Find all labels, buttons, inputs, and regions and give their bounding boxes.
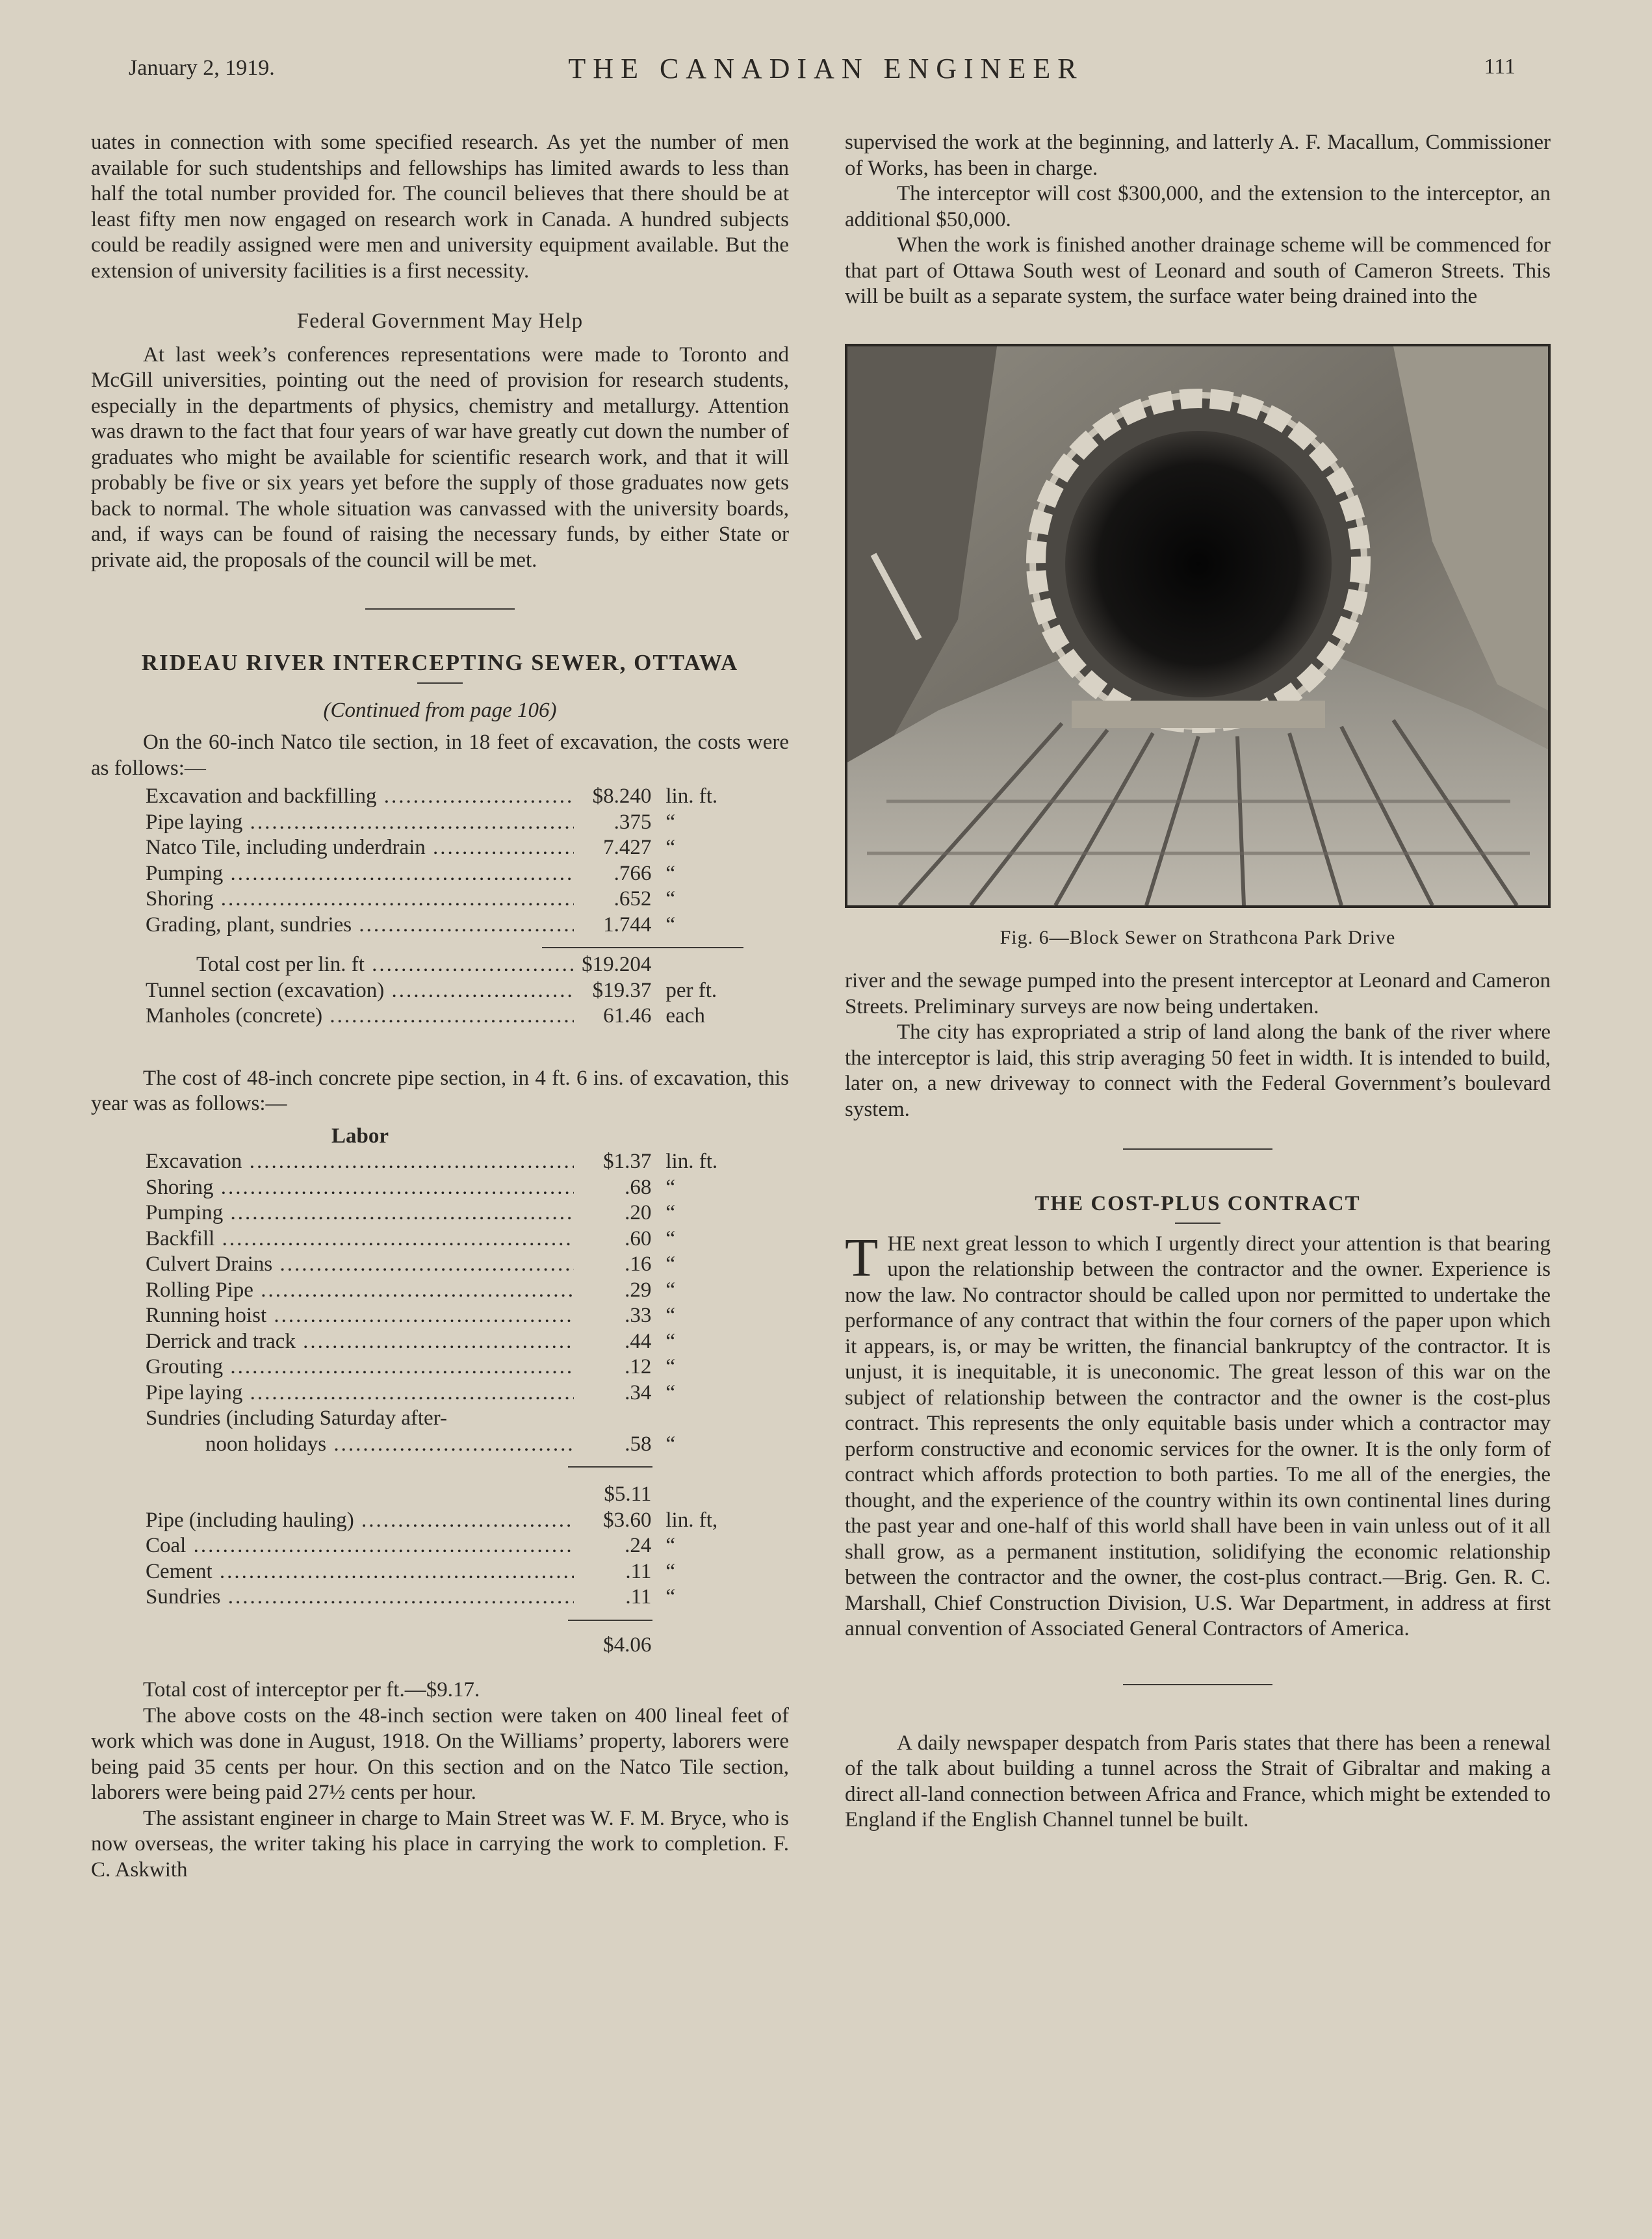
page-number: 111 [1484, 55, 1516, 79]
table-row [146, 835, 789, 861]
row-amount: 7.427 [603, 836, 652, 859]
subtotal-rule [568, 1620, 652, 1621]
row-unit: “ [665, 1304, 676, 1327]
row-amount: .58 [625, 1432, 652, 1456]
row-label: Backfill ..... [146, 1226, 574, 1252]
table-row [146, 1380, 789, 1406]
labor-subtotal-row [146, 1482, 789, 1508]
right-column [845, 130, 1551, 1833]
issue-date: January 2, 1919. [129, 56, 275, 80]
table-row [146, 1003, 789, 1029]
sewer-photograph [845, 344, 1551, 908]
row-unit: lin. ft, [665, 1508, 718, 1532]
row-unit: “ [665, 1585, 676, 1609]
running-head [0, 52, 1652, 91]
row-amount: $3.60 [603, 1508, 652, 1532]
cost-paragraph: The interceptor will cost $300,000, and the extension to the interceptor, an additional $50,000. [845, 182, 1551, 231]
table-row [146, 1200, 789, 1226]
row-label: Running hoist ..... [146, 1303, 574, 1329]
row-unit: “ [665, 1432, 676, 1456]
row-unit: “ [665, 1252, 676, 1276]
title-underline [1175, 1223, 1220, 1224]
row-amount: $4.06 [603, 1633, 652, 1657]
row-unit: “ [665, 810, 676, 834]
row-label: Pipe laying ..... [146, 1380, 574, 1406]
subtotal-rule [568, 1466, 652, 1468]
table-row [146, 1175, 789, 1201]
row-unit: “ [665, 1534, 676, 1557]
table-row [146, 1354, 789, 1380]
row-label: Total cost per lin. ft ..... [146, 952, 574, 978]
row-amount: .33 [625, 1304, 652, 1327]
row-label: Excavation and backfilling ..... [146, 784, 574, 810]
row-label: Manholes (concrete) ..... [146, 1003, 574, 1029]
subheading-federal-government: Federal Government May Help [296, 309, 584, 333]
research-paragraph-2: At last week’s conferences representations were made to Toronto and McGill universities, pointing out the need of provision for research students, especially in the departments of physics, chemistry and metallurgy. Attention was drawn to the fact that four years of war have greatly cut down the number of graduates who might be available for scientific research work, and that it will probably be five or six years yet before the supply of those graduates now gets back to normal. The whole situation was canvassed with the university boards, and, if ways can be found of raising the necessary funds, by either State or private aid, the proposals of the council will be met. [91, 343, 789, 572]
row-unit: “ [665, 1329, 676, 1353]
research-paragraph-1: uates in connection with some specified research. As yet the number of men available for such studentships and fellowships has limited awards to less than half the total number provided for. The council believes that there should be at least fifty men now engaged on research work in Canada. A hundred subjects could be readily assigned were men and university equipment available. But the extension of university facilities is a first necessity. [91, 131, 789, 283]
subtotal-rule [542, 947, 743, 948]
row-unit: lin. ft. [665, 1150, 718, 1173]
row-label: Tunnel section (excavation) ..... [146, 978, 574, 1004]
row-label: Excavation ..... [146, 1149, 574, 1175]
row-amount: $19.37 [592, 978, 652, 1002]
row-amount: $5.11 [604, 1482, 652, 1506]
table-row [146, 1252, 789, 1278]
table-row [146, 1303, 789, 1329]
gibraltar-paragraph: A daily newspaper despatch from Paris states that there has been a renewal of the talk about building a tunnel across the Strait of Gibraltar and making a direct all-land connection between Africa and France, which might be extended to England if the English Channel tunnel be built. [845, 1731, 1551, 1831]
table-row [146, 1149, 789, 1175]
table-row [146, 784, 789, 810]
row-label: Coal ..... [146, 1533, 574, 1559]
table-row [146, 1329, 789, 1355]
row-label: Cement ..... [146, 1559, 574, 1585]
engineer-paragraph: The assistant engineer in charge to Main Street was W. F. M. Bryce, who is now overseas, the writer taking his place in carrying the work to completion. F. C. Askwith [91, 1806, 789, 1882]
section-divider [365, 608, 515, 610]
row-amount: .766 [613, 861, 652, 885]
cost-plus-paragraph [845, 1227, 1551, 1642]
row-amount: .375 [613, 810, 652, 834]
table-row [146, 1533, 789, 1559]
table-row [146, 887, 789, 912]
continued-note: (Continued from page 106) [323, 698, 557, 722]
row-unit: “ [665, 1278, 676, 1302]
row-amount: .68 [625, 1175, 652, 1199]
row-unit: “ [665, 1175, 676, 1199]
row-unit: “ [665, 836, 676, 859]
row-unit: each [665, 1004, 705, 1028]
title-underline [417, 682, 463, 684]
drop-cap: T [845, 1227, 879, 1288]
table-row [146, 1508, 789, 1534]
row-amount: .11 [625, 1559, 652, 1583]
row-unit: “ [665, 912, 676, 937]
materials-subtotal-row [146, 1633, 789, 1659]
interceptor-total: Total cost of interceptor per ft.—$9.17. [143, 1678, 480, 1702]
concrete-cost-table [146, 1124, 789, 1659]
row-unit: “ [665, 1559, 676, 1583]
row-label: noon holidays ..... [146, 1432, 574, 1458]
cost-plus-text: HE next great lesson to which I urgently direct your attention is that bearing upon the relationship between the contractor and the owner. Experience is now the law. No contractor should be called upon nor permitted to undertake the performance of any contract that within the four corners of the paper upon which it appears, is, or may be written, the financial bankruptcy of the contractor. It is unjust, it is inequitable, it is uneconomic. The great lesson of this war on the subject of relationship between the contractor and the owner is the cost-plus contract. This represents the only equitable basis under which a contractor may perform constructive and economic services for the owner. It is the only form of contract which affords protection to both parties. To me all of the energies, the thought, and the experience of the country within its own continental lines during the past year and one-half of this world shall have been in vain unless out of it all shall grow, as a permanent institution, solidifying the economic relationship between the contractor and the owner, the cost-plus contract.—Brig. Gen. R. C. Marshall, Chief Construction Division, U.S. War Department, in address at first annual convention of Associated General Contractors of America. [845, 1232, 1551, 1640]
row-unit: lin. ft. [665, 784, 718, 808]
row-amount: .11 [625, 1585, 652, 1609]
row-amount: .60 [625, 1226, 652, 1250]
row-label: Pipe (including hauling) ..... [146, 1508, 574, 1534]
section-divider [1123, 1148, 1272, 1150]
row-unit: “ [665, 861, 676, 885]
labor-heading: Labor [331, 1124, 389, 1148]
row-unit: per ft. [665, 978, 717, 1002]
table-row [146, 810, 789, 836]
drainage-paragraph: When the work is finished another drainage scheme will be commenced for that part of Ottawa South west of Leonard and south of Cameron Streets. This will be built as a separate system, the surface water being drained into the [845, 233, 1551, 308]
row-label: Culvert Drains ..... [146, 1252, 574, 1278]
row-unit: “ [665, 887, 676, 911]
figure-caption: Fig. 6—Block Sewer on Strathcona Park Drive [1000, 926, 1396, 948]
table-row [146, 1432, 789, 1458]
table-row [146, 912, 789, 938]
row-unit: “ [665, 1355, 676, 1378]
row-label: Pumping ..... [146, 861, 574, 887]
row-label: Pumping ..... [146, 1200, 574, 1226]
row-unit: “ [665, 1226, 676, 1250]
row-amount: .12 [625, 1355, 652, 1378]
row-label: Natco Tile, including underdrain ..... [146, 835, 574, 861]
table-row [146, 1278, 789, 1304]
row-amount: 61.46 [603, 1004, 652, 1028]
section-divider [1123, 1684, 1272, 1685]
row-amount: $8.240 [592, 784, 652, 808]
row-amount: .44 [625, 1329, 652, 1353]
table-row-total [146, 952, 789, 978]
costs-paragraph: The above costs on the 48-inch section were taken on 400 lineal feet of work which was done in August, 1918. On the Williams’ property, laborers were being paid 35 cents per hour. On this section and on the Natco Tile section, laborers were being paid 27½ cents per hour. [91, 1703, 789, 1804]
row-label: Pipe laying ..... [146, 810, 574, 836]
natco-intro: On the 60-inch Natco tile section, in 18 feet of excavation, the costs were as follows:— [91, 731, 789, 780]
row-amount: .29 [625, 1278, 652, 1302]
row-label: Sundries (including Saturday after- [146, 1406, 447, 1430]
table-row [146, 978, 789, 1004]
works-paragraph: supervised the work at the beginning, and latterly A. F. Macallum, Commissioner of Works, has been in charge. [845, 131, 1551, 180]
row-amount: $19.204 [582, 953, 652, 976]
table-row [146, 861, 789, 887]
publication-title: THE CANADIAN ENGINEER [568, 53, 1084, 84]
row-amount: $1.37 [603, 1150, 652, 1173]
table-row [146, 1585, 789, 1611]
natco-cost-table [146, 784, 789, 1029]
row-amount: .20 [625, 1201, 652, 1224]
row-unit: “ [665, 1380, 676, 1404]
row-label: Sundries ..... [146, 1585, 574, 1611]
left-column [91, 130, 789, 1883]
row-label: Grouting ..... [146, 1354, 574, 1380]
row-amount: .34 [625, 1380, 652, 1404]
table-row [146, 1406, 789, 1432]
sewage-paragraph: river and the sewage pumped into the present interceptor at Leonard and Cameron Streets. Preliminary surveys are now being undertaken. [845, 969, 1551, 1018]
concrete-intro: The cost of 48-inch concrete pipe section, in 4 ft. 6 ins. of excavation, this year was as follows:— [91, 1066, 789, 1115]
row-label: Shoring ..... [146, 887, 574, 912]
table-row [146, 1559, 789, 1585]
row-amount: .652 [613, 887, 652, 911]
table-row [146, 1226, 789, 1252]
row-unit: “ [665, 1201, 676, 1224]
block-sewer-image [847, 346, 1548, 905]
row-amount: 1.744 [603, 912, 652, 937]
row-label: Derrick and track ..... [146, 1329, 574, 1355]
expropriation-paragraph: The city has expropriated a strip of land along the bank of the river where the interceptor is laid, this strip averaging 50 feet in width. It is intended to build, later on, a new driveway to connect with the Federal Government’s boulevard system. [845, 1020, 1551, 1121]
row-label: Grading, plant, sundries ..... [146, 912, 574, 938]
row-label: Rolling Pipe ..... [146, 1278, 574, 1304]
article-title-rideau: RIDEAU RIVER INTERCEPTING SEWER, OTTAWA [141, 650, 739, 675]
row-amount: .16 [625, 1252, 652, 1276]
row-amount: .24 [625, 1534, 652, 1557]
row-label: Shoring ..... [146, 1175, 574, 1201]
article-title-cost-plus: THE COST-PLUS CONTRACT [1035, 1192, 1361, 1215]
